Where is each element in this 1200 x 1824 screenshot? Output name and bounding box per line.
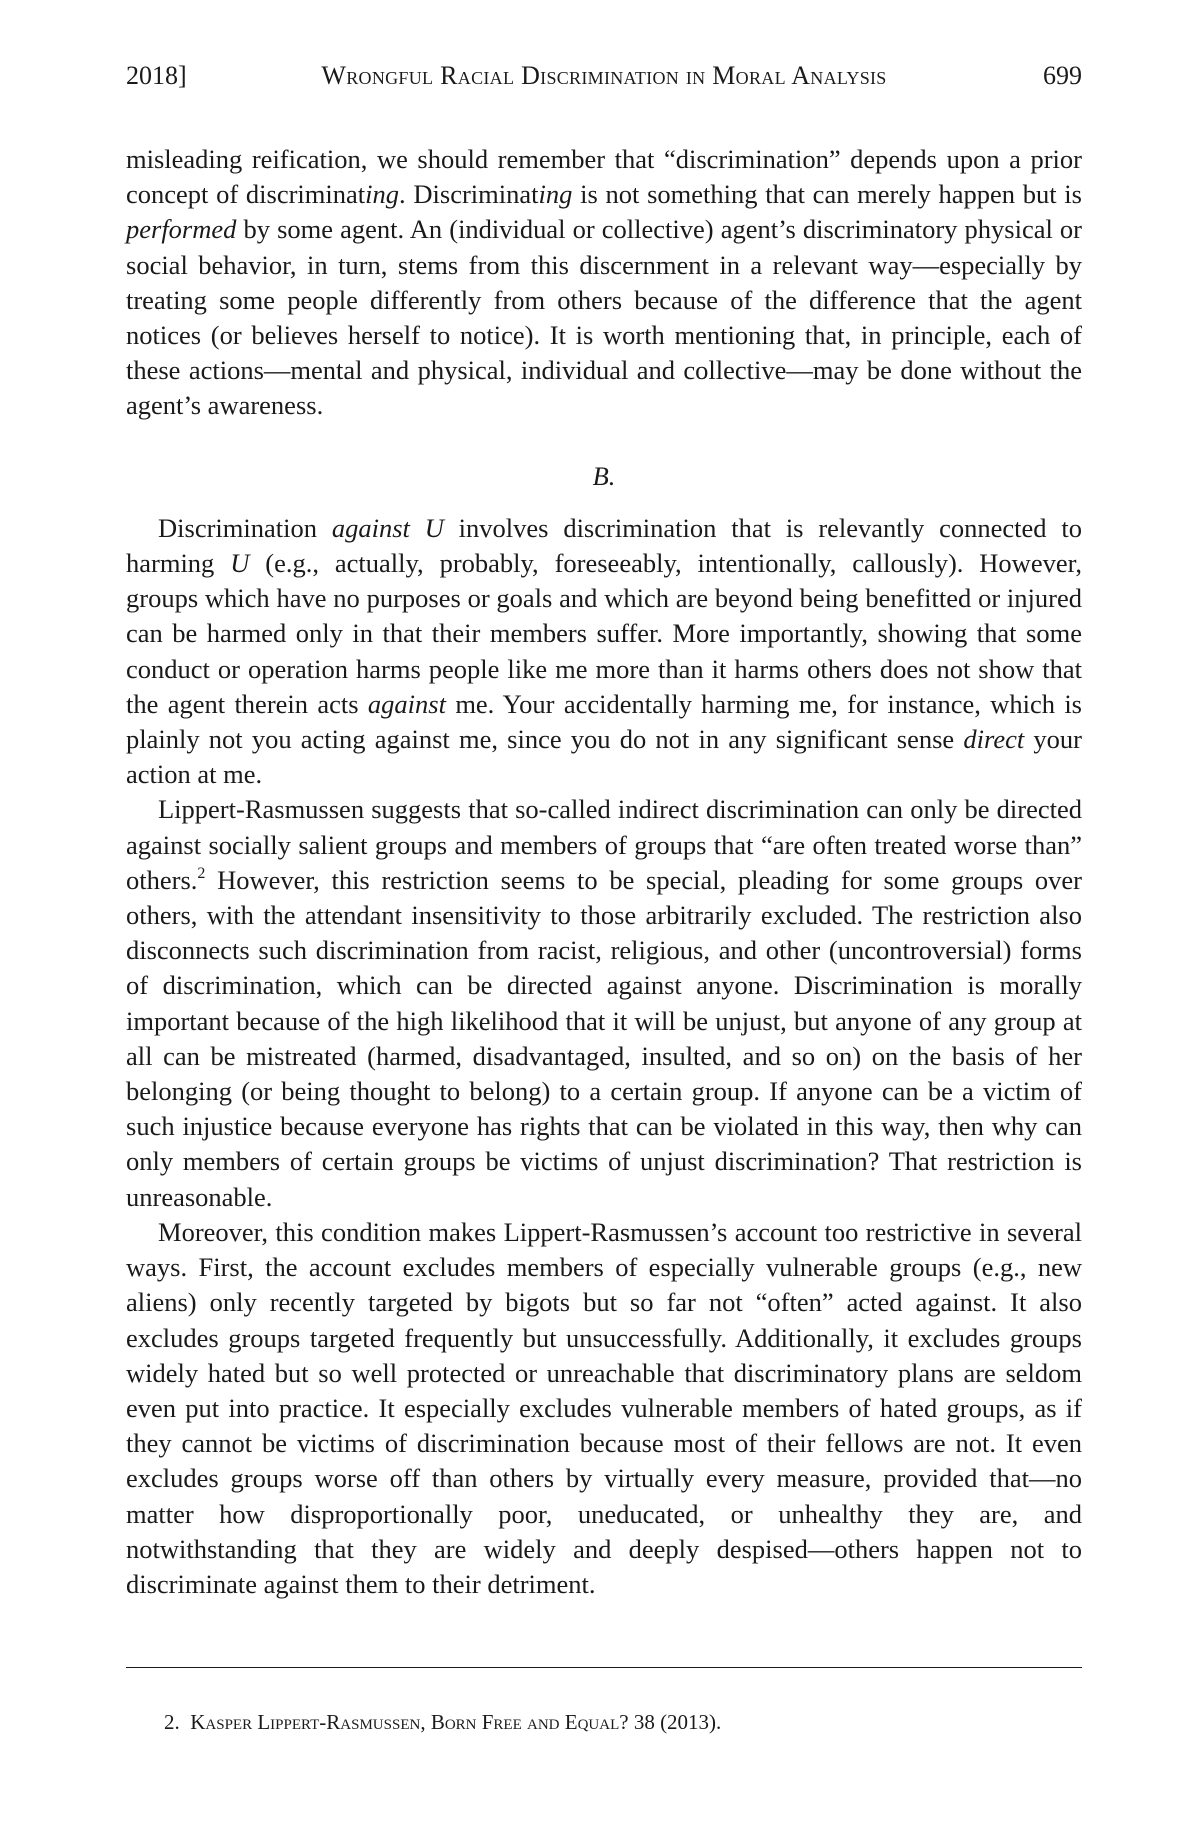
main-text [126, 142, 1082, 1602]
header-volume-year: 2018] [126, 61, 187, 90]
footnote-number: 2. [164, 1710, 180, 1734]
paragraph-3: Lippert-Rasmussen suggests that so-called indirect discrimination can only be directed against socially salient groups and members of groups that “are often treated worse than” others.$^2$ However, this restriction seems to be special, pleading for some groups over others, with the attendant insensitivity to those arbitrarily excluded. The restriction also disconnects such discrimination from racist, religious, and other (uncontroversial) forms of discrimination, which can be directed against anyone. Discrimination is morally important because of the high likelihood that it will be unjust, but anyone of any group at all can be mistreated (harmed, disadvantaged, insulted, and so on) on the basis of her belonging (or being thought to belong) to a certain group. If anyone can be a victim of such injustice because everyone has rights that can be violated in this way, then why can only members of certain groups be victims of unjust discrimination? That restriction is unreasonable. [126, 794, 1082, 1212]
running-header [126, 56, 1082, 96]
footnote-author: Kasper Lippert-Rasmussen [190, 1710, 421, 1734]
paragraph-1: misleading reification, we should remember that “discrimination” depends upon a prior concept of discriminating. Discriminating is not something that can merely happen but is performed by some agent. An (individual or collective) agent’s discriminatory physical or social behavior, in turn, stems from this discernment in a relevant way—especially by treating some people differently from others because of the difference that the agent notices (or believes herself to notice). It is worth mentioning that, in principle, each of these actions—mental and physical, individual and collective—may be done without the agent’s awareness. [126, 144, 1082, 421]
footnote-divider [126, 1667, 1082, 1668]
paragraph-4: Moreover, this condition makes Lippert-Rasmussen’s account too restrictive in several ways. First, the account excludes members of especially vulnerable groups (e.g., new aliens) only recently targeted by bigots but so far not “often” acted against. It also excludes groups targeted frequently but unsuccessfully. Additionally, it excludes groups widely hated but so well protected or unreachable that discriminatory plans are seldom even put into practice. It especially excludes vulnerable members of hated groups, as if they cannot be victims of discrimination because most of their fellows are not. It even excludes groups worse off than others by virtually every measure, provided that—no matter how disproportionally poor, uneducated, or unhealthy they are, and notwithstanding that they are widely and deeply despised—others happen not to discriminate against them to their detriment. [126, 1216, 1082, 1599]
header-page-number: 699 [1043, 61, 1082, 90]
paragraph-2: Discrimination against U involves discrimination that is relevantly connected to harming U (e.g., actually, probably, foreseeably, intentionally, callously). However, groups which have no purposes or goals and which are beyond being benefitted or injured can be harmed only in that their members suffer. More importantly, showing that some conduct or operation harms people like me more than it harms others does not show that the agent therein acts against me. Your accidentally harming me, for instance, which is plainly not you acting against me, since you do not in any significant sense direct your action at me. [126, 512, 1082, 790]
header-running-title: Wrongful Racial Discrimination in Moral Analysis [321, 61, 887, 90]
footnote-title: Born Free and Equal? [430, 1710, 629, 1734]
footnote-reference[interactable]: 2 [197, 864, 206, 882]
footnote-2: 2. Kasper Lippert-Rasmussen, Born Free and Equal? 38 (2013). [164, 1710, 722, 1734]
footnote-citation: 38 (2013). [628, 1710, 722, 1734]
section-heading: B. [592, 460, 616, 491]
